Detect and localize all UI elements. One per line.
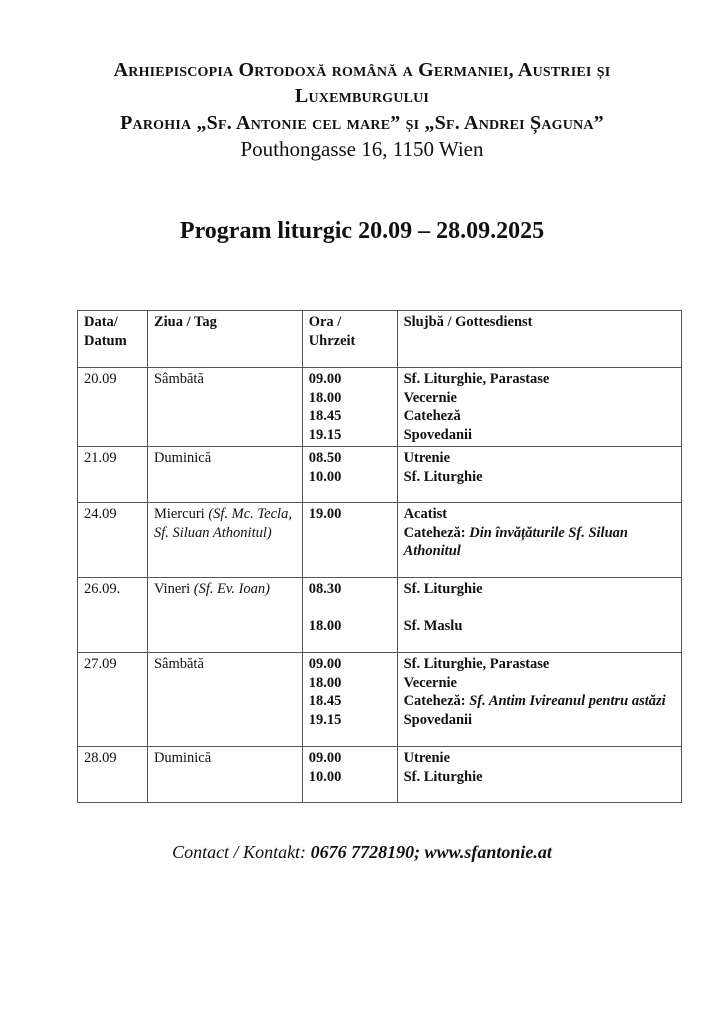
time-entry: 18.00 bbox=[308, 618, 342, 634]
header-time: Ora / Uhrzeit bbox=[302, 311, 397, 368]
day-name: Sâmbătă bbox=[153, 656, 204, 672]
cell-times bbox=[302, 578, 397, 653]
cell-day bbox=[147, 368, 302, 447]
cell-times bbox=[302, 653, 397, 747]
cell-services bbox=[397, 503, 681, 578]
header-line-parish: Parohia „Sf. Antonie cel mare” și „Sf. Andrei Șaguna” bbox=[120, 112, 604, 134]
service-label: Spovedanii bbox=[403, 426, 473, 443]
service-label: Sf. Liturghie bbox=[403, 581, 483, 597]
time-entry: 18.45 bbox=[308, 693, 342, 709]
header-day: Ziua / Tag bbox=[147, 311, 302, 368]
cell-date: 24.09 bbox=[78, 503, 148, 578]
day-name: Vineri bbox=[153, 581, 191, 597]
time-entry: 09.00 bbox=[308, 371, 342, 387]
service-entry bbox=[404, 524, 675, 561]
day-feast-note: (Sf. Mc. Tecla, Sf. Siluan Athonitul) bbox=[153, 506, 292, 541]
time-entry: 19.00 bbox=[308, 506, 342, 522]
cell-date: 28.09 bbox=[78, 747, 148, 803]
service-entry bbox=[404, 468, 675, 487]
service-label: Cateheză: bbox=[403, 524, 466, 541]
time-entry: 18.45 bbox=[308, 408, 342, 424]
service-label: Sf. Liturghie, Parastase bbox=[403, 656, 550, 672]
cell-day bbox=[147, 653, 302, 747]
service-label: Sf. Maslu bbox=[403, 618, 463, 634]
table-header-row bbox=[78, 311, 682, 368]
table-row bbox=[78, 578, 682, 653]
day-name: Miercuri bbox=[153, 506, 205, 522]
cell-times bbox=[302, 447, 397, 503]
service-label: Cateheză bbox=[403, 408, 461, 424]
header-service: Slujbă / Gottesdienst bbox=[397, 311, 681, 368]
service-entry bbox=[404, 580, 675, 599]
service-label: Sf. Liturghie bbox=[403, 768, 483, 785]
day-name: Duminică bbox=[153, 450, 212, 466]
service-detail: Sf. Antim Ivireanul pentru astăzi bbox=[469, 693, 666, 709]
service-label: Cateheză: bbox=[403, 693, 466, 709]
time-entry: 09.00 bbox=[308, 656, 342, 672]
cell-date: 21.09 bbox=[78, 447, 148, 503]
service-entry bbox=[404, 407, 675, 426]
header-line-archdiocese: Arhiepiscopia Ortodoxă română a Germaniei, Austriei și bbox=[113, 59, 611, 81]
table-row bbox=[78, 747, 682, 803]
day-feast-note: (Sf. Ev. Ioan) bbox=[193, 581, 270, 597]
cell-day bbox=[147, 747, 302, 803]
service-entry bbox=[404, 768, 675, 787]
service-label: Vecernie bbox=[403, 674, 457, 691]
service-entry bbox=[404, 599, 675, 618]
contact-label: Contact / Kontakt: bbox=[172, 842, 307, 862]
time-entry: 08.50 bbox=[308, 450, 342, 466]
contact-value: 0676 7728190; www.sfantonie.at bbox=[310, 842, 552, 862]
time-entry: 18.00 bbox=[308, 389, 342, 406]
service-label: Vecernie bbox=[403, 389, 457, 406]
table-row bbox=[78, 447, 682, 503]
time-entry: 10.00 bbox=[308, 768, 342, 785]
cell-day bbox=[147, 447, 302, 503]
cell-times bbox=[302, 747, 397, 803]
table-row bbox=[78, 503, 682, 578]
cell-day bbox=[147, 578, 302, 653]
service-entry bbox=[404, 617, 675, 636]
service-detail: Din învățăturile Sf. Siluan Athonitul bbox=[403, 524, 628, 559]
service-entry bbox=[404, 505, 675, 524]
cell-services bbox=[397, 447, 681, 503]
cell-services bbox=[397, 578, 681, 653]
time-entry: 19.15 bbox=[308, 711, 342, 728]
day-name: Duminică bbox=[153, 750, 212, 766]
cell-date: 26.09. bbox=[78, 578, 148, 653]
cell-times bbox=[302, 368, 397, 447]
page-title: Program liturgic 20.09 – 28.09.2025 bbox=[179, 218, 545, 244]
service-entry bbox=[404, 655, 675, 674]
service-entry bbox=[404, 692, 675, 711]
schedule-table bbox=[77, 310, 682, 803]
service-entry bbox=[404, 749, 675, 768]
service-label: Utrenie bbox=[403, 450, 451, 466]
table-row bbox=[78, 653, 682, 747]
cell-services bbox=[397, 368, 681, 447]
service-label: Acatist bbox=[403, 506, 448, 522]
cell-date: 20.09 bbox=[78, 368, 148, 447]
day-name: Sâmbătă bbox=[153, 371, 204, 387]
time-entry: 10.00 bbox=[308, 468, 342, 485]
service-label: Utrenie bbox=[403, 750, 451, 766]
contact-line bbox=[0, 842, 724, 863]
cell-times bbox=[302, 503, 397, 578]
cell-date: 27.09 bbox=[78, 653, 148, 747]
service-entry bbox=[404, 711, 675, 730]
time-entry: 18.00 bbox=[308, 674, 342, 691]
service-entry bbox=[404, 426, 675, 445]
cell-services bbox=[397, 653, 681, 747]
time-entry: 09.00 bbox=[308, 750, 342, 766]
service-label: Sf. Liturghie, Parastase bbox=[403, 371, 550, 387]
header-date: Data/ Datum bbox=[78, 311, 148, 368]
table-row bbox=[78, 368, 682, 447]
time-entry: 08.30 bbox=[308, 581, 342, 597]
service-entry bbox=[404, 389, 675, 408]
header-line-luxembourg: Luxemburgului bbox=[294, 85, 430, 107]
cell-services bbox=[397, 747, 681, 803]
service-entry bbox=[404, 370, 675, 389]
service-label: Sf. Liturghie bbox=[403, 468, 483, 485]
time-entry: 19.15 bbox=[308, 426, 342, 443]
service-entry bbox=[404, 674, 675, 693]
service-label: Spovedanii bbox=[403, 711, 473, 728]
service-entry bbox=[404, 449, 675, 468]
time-entry bbox=[309, 599, 391, 618]
cell-day bbox=[147, 503, 302, 578]
header-address: Pouthongasse 16, 1150 Wien bbox=[240, 137, 484, 161]
